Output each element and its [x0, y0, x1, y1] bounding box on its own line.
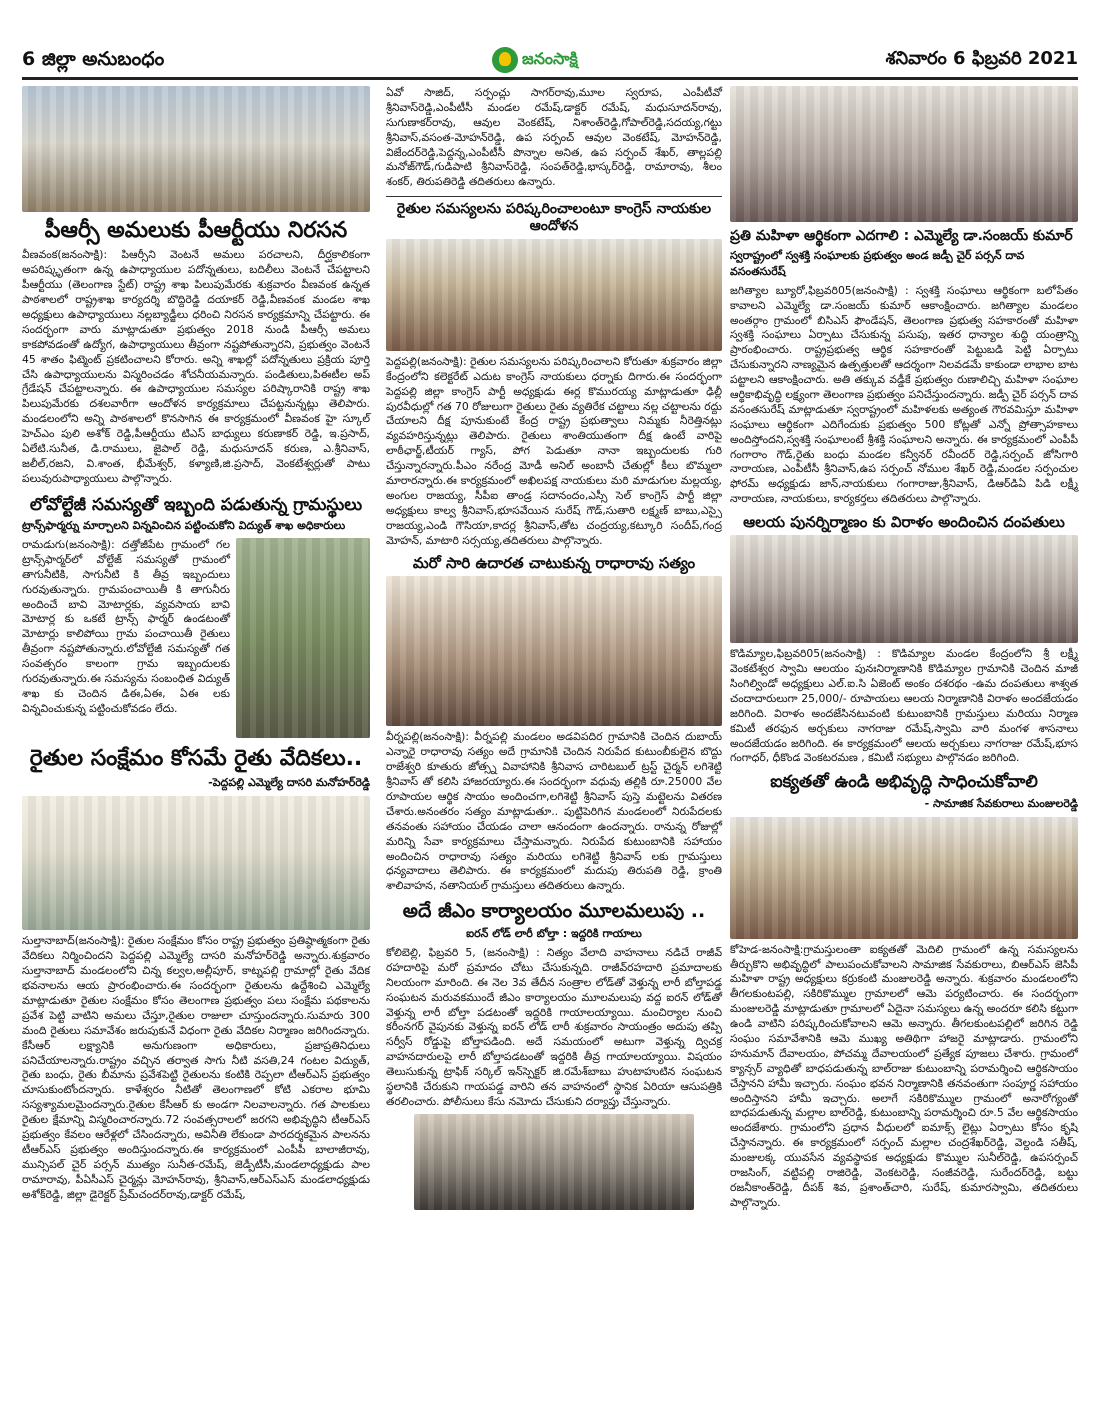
temple-donation-photo — [730, 535, 1078, 643]
article-congress-protest: పెద్దపల్లి(జనంసాక్షి): రైతుల సమస్యలను పరిష్కరించాలని కోరుతూ శుక్రవారం జిల్లా కేంద్రంలోని కలెక్టరేట్ ఎదుట కాంగ్రెస్ నాయకులు ధర్నాకు దిగారు.ఈ సందర్భంగా పెద్దపల్లి జిల్లా కాంగ్రెస్ పార్టీ అధ్యక్షుడు ఈర్ల కొమురయ్య మాట్లాడుతూ ఢిల్లీ పురవీధుల్లో గత 70 రోజులుగా రైతులు రైతు వ్యతిరేక చట్టాలు నల్ల చట్టాలను రద్దు చేయాలని దీక్ష పూనుకుంటే కేంద్ర రాష్ట్ర ప్రభుత్వాలు నిమ్మకు నీరెత్తినట్లు వ్యవహరిస్తున్నట్లు తెలిపారు. రైతులు శాంతియుతంగా దీక్ష ఉంటే వారిపై లాఠీఛార్జ్,టీయర్ గ్యాస్, పోగ పెడుతూ నానా ఇబ్బందులకు గురి చేస్తున్నారన్నారు.పీఎం నరేంద్ర మోడీ అనిల్ అంబానీ చేతుల్లో కీలు బొమ్మలా మారారన్నారు.ఈ కార్యక్రమంలో అఖిలపక్ష నాయకులు మరి మాడుగుల మల్లయ్య, అంగుల రాజయ్య, సీపీఐ తాండ్ర సదానందం,ఎస్సీ సెల్ కాంగ్రెస్ పార్టీ జిల్లా అధ్యక్షులు కాల్వ శ్రీనివాస్,భూసవేయిన సురేష్ గౌడ్,సుతారి లక్ష్మణ్ బాబు,ఎస్సై రాజయ్య,ఎండి గౌసియా,కాదర్ల శ్రీనివాస్,తోట చంద్రయ్య,కట్కూరి సందీప్,గంద్ర మోహన్, మాటారి సర్సయ్య,తదితరులు పాల్గొన్నారు. — [386, 354, 722, 547]
protest-photo — [22, 86, 370, 212]
headline-temple-donation: ఆలయ పునర్నిర్మాణం కు విరాళం అందించిన దంపతులు — [743, 513, 1065, 532]
page-label: 6 జిల్లా అనుబంధం — [22, 48, 165, 70]
subhead-rythu-vedika: -పెద్దపల్లి ఎమ్మెల్యే దాసరి మనోహర్‌రెడ్డి — [208, 776, 370, 790]
lorry-accident-photo — [414, 1114, 694, 1210]
headline-prc-protest: పీఆర్సీ అమలుకు పీఆర్టీయు నిరసన — [44, 218, 348, 243]
article-continued: ఏవో సాజిద్, సర్పంచ్లు సాగర్‌రావు,మూల స్వరూప, ఎంపీటీవో శ్రీనివాస్‌రెడ్డి,ఎంపీటీసీ మండల రమేష్,డాక్టర్ రమేష్, మధుసూదన్‌రావు, సుగుణాకర్‌రావు, ఆవుల వెంకటేష్, నిశాంత్‌రెడ్డి,గోపాల్‌రెడ్డి,సదయ్య,గట్టు శ్రీనివాస్,వసంత-మోహన్‌రెడ్డి, ఉప సర్పంచ్ ఆవుల వెంకటేష్, మోహన్‌రెడ్డి, విజేందర్‌రెడ్డి,పెద్దన్న,ఎంపీటీసీ పొన్నాల అనిత, ఉప సర్పంచ్ శేఖర్, తాల్లపల్లి మనోజ్‌గౌడ్,గుడిపాటి శ్రీనివాస్‌రెడ్డి, సంపత్‌రెడ్డి,భాస్కర్‌రెడ్డి, రామారావు, శీలం శంకర్, తిరుపతిరెడ్డి తదితరులు ఉన్నారు. — [386, 86, 722, 189]
village-meeting-photo — [730, 817, 1078, 939]
women-groups-photo — [730, 86, 1078, 222]
rythu-vedika-photo — [22, 796, 370, 930]
subhead-women-empowerment: స్వరాష్ట్రంలో స్వశక్తి సంఘాలకు ప్రభుత్వం అండ జడ్పీ చైర్ పర్సన్ దావ వసంతసురేష్ — [730, 248, 1025, 278]
subhead-unity-development: - సామాజిక సేవకురాలు మంజులరెడ్డి — [924, 796, 1078, 810]
article-radharao-satyam: వీర్నపల్లి(జనంసాక్షి): వీర్నపల్లి మండలం అడవిపదిర గ్రామానికి చెందిన దుబాయ్ ఎన్నారై రాధారావు సత్యం అదే గ్రామానికి చెందిన నిరుపేద కుటుంబీకులైన బొద్దు రాజేశ్వరి కూతురు జోత్స్న వివాహానికి శ్రీనివాస చారిటబుల్ ట్రస్ట్ చైర్మన్ లగిశెట్టి శ్రీనివాస్ తో కలిసి హాజరయ్యారు.ఈ సందర్భంగా వధువు తల్లికి రూ.25000 వేల రూపాయల ఆర్థిక సాయం అందించగా,లగిశెట్టి శ్రీనివాస్ పుస్తె మట్టెలను వితరణ చేశారు.అనంతరం సత్యం మాట్లాడుతూ.. పుట్టిపెరిగిన మండలంలో నిరుపేదలకు తనవంతు సహాయం చేయడం చాలా ఆనందంగా ఉందన్నారు. రానున్న రోజుల్లో మరిన్ని సేవా కార్యక్రమాలు చేస్తామన్నారు. నిరుపేద కుటుంబానికి సహాయం అందించిన రాధారావు సత్యం మరియు లగిశెట్టి శ్రీనివాస్ లకు గ్రామస్తులు ధన్యవాదాలు తెలిపారు. ఈ కార్యక్రమంలో మదుపు తిరుపతి రెడ్డి, క్రాంతి శాలివాహన, నతానియల్ గ్రామస్తులు తదితరులు ఉన్నారు. — [386, 730, 722, 893]
headline-congress-protest: రైతుల సమస్యలను పరిష్కరించాలంటూ కాంగ్రెస్ నాయకుల ఆందోళన — [386, 196, 722, 235]
wedding-photo — [386, 576, 722, 726]
headline-women-empowerment: ప్రతి మహిళా ఆర్థికంగా ఎదగాలి : ఎమ్మెల్యే డా.సంజయ్ కుమార్ — [730, 228, 1073, 244]
headline-radharao-satyam: మరో సారి ఉదారత చాటుకున్న రాధారావు సత్యం — [412, 554, 696, 573]
headline-rythu-vedika: రైతుల సంక్షేమం కోసమే రైతు వేదికలు.. — [29, 746, 363, 772]
article-temple-donation: కొడిమ్యాల,ఫిబ్రవరి05(జనంసాక్షి) : కొడిమ్యాల మండల కేంద్రంలోని శ్రీ లక్ష్మీ వెంకటేశ్వర స్వామి ఆలయం పునఃనిర్మాణానికి కొడిమ్యాల గ్రామానికి చెందిన మాజీ సింగిల్విండో అధ్యక్షులు ఎల్.ఐ.సి ఏజెంట్ అంకం దశరథం -ఉమ దంపతులు శాశ్వత చందాదారులుగా 25,000/- రూపాయలు ఆలయ నిర్మాణానికి విరాళం అందజేయడం జరిగింది. విరాళం అందజేసినటువంటి కుటుంబానికి గ్రామస్తులు మరియు నిర్మాణ కమిటీ తరఫున అర్చకులు నాగరాజు రమేష్,స్వామి వారి మంగళ శాసనాలు అందజేయడం జరిగింది. ఈ కార్యక్రమంలో ఆలయ అర్చకులు నాగరాజు రమేష్,భూస గంగాధర్, ధీకొండ వెంకటరమణ , కమిటీ సభ్యులు పాల్గొనడం జరిగింది. — [730, 647, 1078, 765]
headline-unity-development: ఐక్యతతో ఉండి అభివృద్ధి సాధించుకోవాలి — [770, 772, 1038, 793]
article-lorry-accident: కోలిబెల్లి, ఫిబ్రవరి 5, (జనంసాక్షి) : నిత్యం వేలాది వాహనాలు నడిచే రాజీవ్ రహదారిపై మరో ప్రమాదం చోటు చేసుకున్నది. రాజీవ్‌రహదారి ప్రమాదాలకు నిలయంగా మారింది. ఈ నెల 3వ తేదీన సంత్రాల లోడ్‌తో వెళ్తున్న లారీ బోల్తాపడ్డ సంఘటన మరువకముందే జీఎం కార్యాలయం మూలమలుపు వద్ద ఐరన్ లోడ్‌తో వెళ్తున్న లారీ బోల్తా పడటంతో ఇద్దరికి గాయాలయ్యాయి. మంచిర్యాల నుంచి కరీంనగర్ వైపునకు వెళ్తున్న ఐరన్ లోడ్ లారీ శుక్రవారం సాయంత్రం అదుపు తప్పి సర్వీస్ రోడ్డుపై బోల్తాపడింది. అదే సమయంలో అటుగా వెళ్తున్న ద్విచక్ర వాహనదారులపై లారీ బోల్తాపడటంతో ఇద్దరికి తీవ్ర గాయాలయ్యాయి. విషయం తెలుసుకున్న ట్రాఫిక్ సర్కిల్ ఇన్‌స్పెక్టర్ జి.రమేశ్‌బాబు హుటాహుటిన సంఘటన స్థలానికి చేరుకుని గాయపడ్డ వారిని తన వాహనంలో స్థానిక ఏరియా ఆసుపత్రికి తరలించారు. పోలీసులు కేసు నమోదు చేసుకుని దర్యాప్తు చేస్తున్నారు. — [386, 946, 722, 1108]
congress-protest-photo — [386, 239, 722, 351]
article-rythu-vedika: సుల్తానాబాద్(జనంసాక్షి): రైతుల సంక్షేమం కోసం రాష్ట్ర ప్రభుత్వం ప్రతిష్ఠాత్మకంగా రైతు వేదికలు నిర్మించిందని పెద్దపల్లి ఎమ్మెల్యే దాసరి మనోహర్‌రెడ్డి అన్నారు.శుక్రవారం సుల్తానాబాద్ మండలంలోని చిన్న కల్వల,అల్లీపూర్, కాట్నపల్లి గ్రామాల్లో రైతు వేదిక భవనాలను ఆయ ప్రారంభించారు.ఈ సందర్భంగా రైతులను ఉద్దేశించి ఎమ్మెల్యే మాట్లాడుతూ రైతుల సంక్షేమం కోసం తెలంగాణ ప్రభుత్వం పలు సంక్షేమ పథకాలను ప్రవేశ పెట్టి వాటిని అమలు చేస్తూ,రైతుల రాజులా చూస్తుందన్నారు.సుమారు 300 మంది రైతులు సమావేశం జరుపుకునే విధంగా రైతు వేదికల నిర్మాణం జరిగిందన్నారు. కేసీఆర్ లక్ష్యానికి అనుగుణంగా అధికారులు, ప్రజాప్రతినిధులు పనిచేయాలన్నారు.రాష్ట్రం వచ్చిన తర్వాత సాగు నీటి వసతి,24 గంటల విద్యుత్, రైతు బంధు, రైతు బీమాను ప్రవేశపెట్టి రైతులను కంటికి రెప్పలా టీఆర్ఎస్ ప్రభుత్వం చూసుకుంటోందన్నారు. కాళేశ్వరం నీటితో తెలంగాణలో కోటి ఎకరాల భూమి సస్యశ్యామలమైందన్నారు.రైతుల కేసీఆర్ కు అండగా నిలవాలన్నారు. గత పాలకులు రైతుల క్షేమాన్ని విస్మరించారన్నారు.72 సంవత్సరాలలో జరగని అభివృద్ధిని టీఆర్ఎస్ ప్రభుత్వం కేవలం ఆరేళ్లలో చేసిందన్నారు, అవినీతి లేకుండా పారదర్శకమైన పాలనను టీఆర్ఎస్ ప్రభుత్వం అందిస్తుందన్నారు.ఈ కార్యక్రమంలో ఎంపీపీ బాలాజీరావు, మున్సిపల్ చైర్ పర్సన్ ముత్యం సునీత-రమేష్, జెడ్పీటీసీ,మండలాధ్యక్షుడు పాల రామారావు, పీఏసీఎస్ చైర్మన్లు మోహన్‌రావు, శ్రీనివాస్,ఆర్ఎస్ఎస్ మండలాధ్యక్షుడు అశోక్‌రెడ్డి, జిల్లా డైరెక్టర్ ప్రేమ్‌చందర్‌రావు,డాక్టర్ రమేష్, — [22, 934, 370, 1201]
column-middle — [386, 86, 722, 1210]
article-low-voltage: రామడుగు(జనంసాక్షి): దత్తోజీపేట గ్రామంలో గల ట్రాన్స్‌ఫార్మర్‌లో వోల్టేజ్ సమస్యతో గ్రామంలో తాగునీటికి, సాగునీటి కి తీవ్ర ఇబ్బందులు గురవుతున్నారు. గ్రామపంచాయితీ కి తాగునీరు అందించే బావి మోటార్లకు, వ్యవసాయ బావి మోటార్ల కు ఒకటే ట్రాన్స్ ఫార్మర్ ఉండటంతో మోటార్లు కాలిపోయి గ్రామ పంచాయితీ రైతులు తీవ్రంగా నష్టపోతున్నారు.లోవోల్టేజీ సమస్యతో గత సంవత్సరం కాలంగా గ్రామ ఇబ్బందులకు గురవుతున్నారు.ఈ సమస్యను సంబంధిత విద్యుత్ శాఖ కు చెందిన డిఈ,ఏఈ, ఏఈ లకు విన్నవించుకున్న పట్టించుకోవడం లేదు. — [22, 538, 230, 715]
subhead-low-voltage: ట్రాన్స్‌ఫార్మర్ను మార్చాలని విన్నవించిన పట్టించుకోని విద్యుత్ శాఖ అధికారులు — [22, 519, 346, 533]
brand-leaf-icon — [492, 47, 518, 73]
headline-low-voltage: లోవోల్టేజీ సమస్యతో ఇబ్బంది పడుతున్న గ్రామస్థులు — [29, 494, 363, 515]
article-prc-protest: వీణవంక(జనంసాక్షి): పిఆర్సీని వెంటనే అమలు పరచాలని, దీర్ఘకాలికంగా అపరిష్కృతంగా ఉన్న ఉపాధ్యాయుల పదోన్నతులు, బదిలీలు వెంటనే చేపట్టాలని పీఆర్టీయు (తెలంగాణ స్టేట్) రాష్ట్ర శాఖ పిలుపుమేరకు శుక్రవారం వీణవంక ఉన్నత పాఠశాలలో రాష్ట్రశాఖ కార్యదర్శి బొద్దిరెడ్డి దయాకర్ రెడ్డి,వీణవంక మండల శాఖ అధ్యక్షులు ఉపాధ్యాయులు నల్లబ్యాడ్జీలు ధరించి నిరసన కార్యక్రమాన్ని చేపట్టారు. ఈ సందర్భంగా వారు మాట్లాడుతూ ప్రభుత్వం 2018 నుండి పీఆర్సీ అమలు కాకపోవడంతో ఉద్యోగ, ఉపాధ్యాయులు తీవ్రంగా నష్టపోతున్నారని, ప్రభుత్వం వెంటనే 45 శాతం ఫిట్మెంట్ ప్రకటించాలని కోరారు. అన్ని శాఖల్లో పదోన్నతులు ప్రక్రియ పూర్తి చేసి ఉపాధ్యాయులను విస్మరించడం శోచనీయమన్నారు. పండితులు,పిఈటీల అప్ గ్రేడేషన్ చేపట్టాలన్నారు. ఈ ఉపాధ్యాయుల సమస్యల పరిష్కారానికి రాష్ట్ర శాఖ పిలుపుమేరకు దశలవారీగా ఆందోళన కార్యక్రమాలు చేపట్టనున్నట్లు తెలిపారు. మండలంలోని అన్ని పాఠశాలలో కొనసాగిన ఈ కార్యక్రమంలో వీణవంక హై స్కూల్ హెచ్‌ఎం పులి అశోక్ రెడ్డి,పీఆర్టీయు టిఎస్ బాధ్యులు కరుణాకర్ రెడ్డి, ఇ.ప్రసాద్, ఏలేటి.సునీత, డి.రాములు, జైపాల్ రెడ్డి, మధుసూదన్ కరుణ, ఎ.శ్రీనివాస్, జలీల్,రజని, వి.శాంత, భీమేశ్వర్, కళ్యాణి,జి.ప్రసాద్, వెంకటేశ్వర్లుతో పాటు పలువురుపాధ్యాయులు పాల్గొన్నారు. — [22, 248, 370, 485]
article-women-empowerment: జగిత్యాల బ్యూరో,ఫిబ్రవరి05(జనంసాక్షి) : స్వశక్తి సంఘాలు ఆర్థికంగా బలోపేతం కావాలని ఎమ్మెల్యే డా.సంజయ్ కుమార్ ఆకాంక్షించారు. జగిత్యాల మండలం అంతర్గాం గ్రామంలో బిసిఎస్ ఫౌండేషన్, తెలంగాణ ప్రభుత్వ సహకారంతో మహిళా స్వశక్తి సంఘాలు ఏర్పాటు చేసుకున్న పసుపు, ఇతర ధాన్యాల శుద్ధి యంత్రాన్ని ప్రారంభించారు. రాష్ట్రప్రభుత్వ ఆర్థిక సహకారంతో పెట్టుబడి పెట్టి ఏర్పాటు చేసుకున్నారని నాణ్యమైన ఉత్పత్తులతో ఆదర్శంగా నిలవడమే కాకుండా లాభాల బాట పట్టాలని ఆకాంక్షించారు. అతి తక్కువ వడ్డీకే ప్రభుత్వం రుణాలిచ్చి మహిళా సంఘాల ఆర్థికాభివృద్ధి లక్ష్యంగా తెలంగాణ ప్రభుత్వం పనిచేస్తుందన్నారు. జడ్పీ చైర్ పర్సన్ దావ వసంతసురేష్ మాట్లాడుతూ స్వరాష్ట్రంలో మహిళలకు అత్యంత గౌరవమిస్తూ మహిళా సంఘాలు ఆర్థికంగా ఎదిగేందుకు ప్రభుత్వం 500 కోట్లతో ఎన్నో ప్రోత్సాహకాలు అందిస్తోందని,స్వశక్తి సంఘాలంటే శ్రీశక్తి సంఘాలని అన్నారు. ఈ కార్యక్రమంలో ఎంపీపీ గంగారాం గౌడ్,రైతు బంధు మండల కన్వీనర్ రవీందర్ రెడ్డి,సర్పంచ్ జోసిగారి నారాయణ, ఎంపీటీసీ శ్రీనివాస్,ఉప సర్పంచ్ నోముల శేఖర్ రెడ్డి,మండల సర్పంచుల ఫోరమ్ అధ్యక్షుడు జాన్,నాయకులు గంగారాజు,శ్రీనివాస్, డిఆర్‌డిఏ పిడి లక్ష్మీ నారాయణ, నాయకులు, కార్యకర్తలు తదితరులు పాల్గొన్నారు. — [730, 283, 1078, 506]
subhead-lorry-accident: ఐరన్ లోడ్ లారీ బోల్తా : ఇద్దరికి గాయాలు — [466, 927, 642, 940]
brand-name: జనంసాక్షి — [522, 48, 578, 68]
headline-gm-office-curve: అదే జీఎం కార్యాలయం మూలమలుపు .. — [402, 900, 706, 923]
column-right — [730, 86, 1078, 1211]
brand-logo — [492, 44, 578, 76]
issue-date: శనివారం 6 ఫిబ్రవరి 2021 — [885, 48, 1078, 69]
masthead — [22, 44, 1078, 80]
column-left — [22, 86, 370, 1202]
article-unity-development: కోహెడ-జనంసాక్షి:గ్రామస్తులంతా ఐక్యతతో మెదిలి గ్రామంలో ఉన్న సమస్యలను తీర్చుకొని అభివృద్ధిలో పాలుపంచుకోవాలని సామాజిక సేవకురాలు, బిఆర్ఎస్ జెసిపీ మహిళా రాష్ట్ర అధ్యక్షులు కర్రుకంటి మంజులరెడ్డి అన్నారు. శుక్రవారం మండలంలోని తీగలకుంటపల్లి, సకిరికొమ్ముల గ్రామాలలో ఆమె పర్యటించారు. ఈ సందర్భంగా మంజులరెడ్డి మాట్లాడుతూ గ్రామాలలో ఏదైనా సమస్యలు ఉన్న అందరూ కలిసి కట్టుగా ఉండి వాటిని పరిష్కరించుకోవాలని ఆమె అన్నారు. తీగలకుంటపల్లిలో జరిగిన రెడ్డి సంఘం సమావేశానికి ఆమె ముఖ్య అతిథిగా హాజరై మాట్లాడారు. గ్రామంలోని హనుమాన్ దేవాలయం, పోచమ్మ దేవాలయంలో ప్రత్యేక పూజలు చేశారు. గ్రామంలో క్యాన్సర్ వ్యాధితో బాధపడుతున్న బాల్‌రాజు కుటుంబాన్ని పరామర్శించి ఆర్థికసాయం చేస్తానని హామీ ఇచ్చారు. సంఘం భవన నిర్మాణానికి తనవంతుగా సంపూర్ణ సహాయం అందిస్తానని హామీ ఇచ్చారు. అలాగే సకిరికొమ్ముల గ్రామంలో అనారోగ్యంతో బాధపడుతున్న మల్లాల బాల్‌రెడ్డి, కుటుంబాన్ని పరామర్శించి రూ.5 వేల ఆర్థికసాయం అందజేశారు. గ్రామంలోని ప్రధాన వీధులలో ఐమాక్స్ లైట్లు ఏర్పాటు కోసం కృషి చేస్తానన్నారు. ఈ కార్యక్రమంలో సర్పంచ్ మల్లాల చంద్రశేఖర్‌రెడ్డి, వెల్దండి సతీష్, మంజులక్క యువసేన వ్యవస్థాపక అధ్యక్షుడు కొమ్ముల సునీల్‌రెడ్డి, ఉపసర్పంచ్ రాజసింగ్, వట్టిపల్లి రాజిరెడ్డి, వెంకటరెడ్డి, సంజీవరెడ్డి, సురేందర్‌రెడ్డి, బట్టు రజనీకాంత్‌రెడ్డి, దీపక్ శివ, ప్రశాంత్‌చారి, సురేష్, కుమారస్వామి, తదితరులు పాల్గొన్నారు. — [730, 942, 1078, 1209]
transformer-photo — [236, 538, 370, 738]
